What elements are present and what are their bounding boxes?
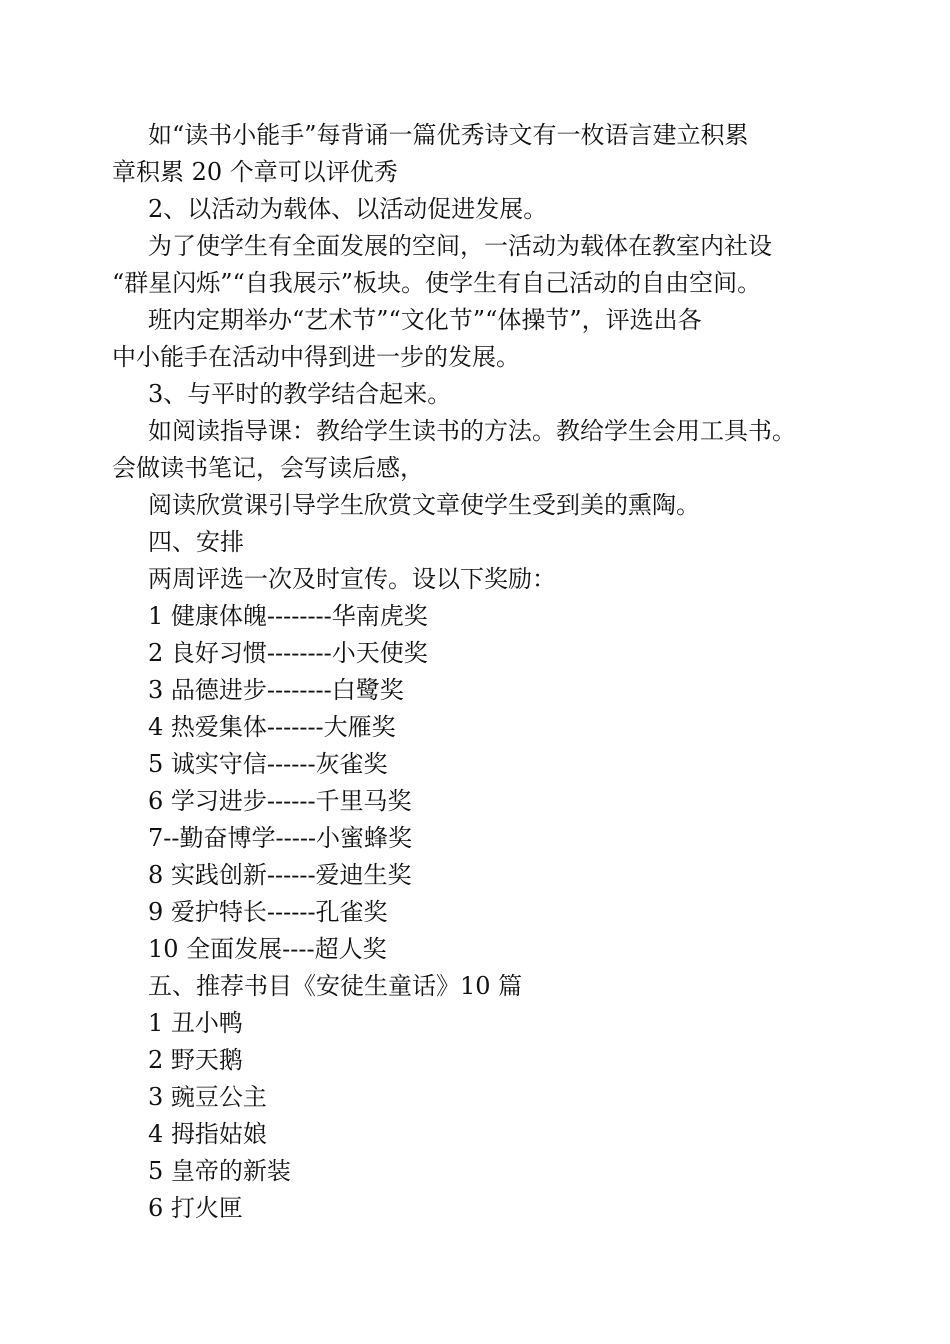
paragraph-line: 章积累 20 个章可以评优秀 (112, 158, 398, 186)
section-heading: 3、与平时的教学结合起来。 (148, 380, 452, 408)
award-list-item: 10 全面发展----超人奖 (148, 935, 387, 963)
document-body (112, 117, 872, 1227)
award-list-item: 3 品德进步--------白鹭奖 (148, 676, 404, 704)
award-list-item: 4 热爱集体-------大雁奖 (148, 713, 396, 741)
book-list-item: 4 拇指姑娘 (148, 1120, 267, 1148)
award-list-item: 7--勤奋博学-----小蜜蜂奖 (148, 824, 413, 852)
paragraph-line: 中小能手在活动中得到进一步的发展。 (112, 343, 520, 371)
book-list-item: 1 丑小鸭 (148, 1009, 243, 1037)
book-list-item: 6 打火匣 (148, 1194, 243, 1222)
section-heading: 2、以活动为载体、以活动促进发展。 (148, 195, 548, 223)
book-list-item: 3 豌豆公主 (148, 1083, 267, 1111)
paragraph-line: 为了使学生有全面发展的空间，一活动为载体在教室内社设 (148, 232, 772, 260)
book-list-item: 2 野天鹅 (148, 1046, 243, 1074)
award-list-item: 6 学习进步------千里马奖 (148, 787, 412, 815)
award-list-item: 9 爱护特长------孔雀奖 (148, 898, 388, 926)
paragraph-line: 如“读书小能手”每背诵一篇优秀诗文有一枚语言建立积累 (148, 121, 749, 149)
award-list-item: 8 实践创新------爱迪生奖 (148, 861, 412, 889)
paragraph-line: 会做读书笔记，会写读后感， (112, 454, 424, 482)
paragraph-line: 如阅读指导课：教给学生读书的方法。教给学生会用工具书。 (148, 417, 796, 445)
paragraph-line: 班内定期举办“艺术节”“文化节”“体操节”，评选出各 (148, 306, 702, 334)
section-heading: 四、安排 (148, 528, 244, 556)
award-list-item: 1 健康体魄--------华南虎奖 (148, 602, 428, 630)
book-list-item: 5 皇帝的新装 (148, 1157, 291, 1185)
award-list-item: 5 诚实守信------灰雀奖 (148, 750, 388, 778)
paragraph-line: “群星闪烁”“自我展示”板块。使学生有自己活动的自由空间。 (112, 269, 762, 297)
award-list-item: 2 良好习惯--------小天使奖 (148, 639, 428, 667)
paragraph-line: 两周评选一次及时宣传。设以下奖励： (148, 565, 556, 593)
section-heading: 五、推荐书目《安徒生童话》10 篇 (148, 972, 523, 1000)
paragraph-line: 阅读欣赏课引导学生欣赏文章使学生受到美的熏陶。 (148, 491, 700, 519)
